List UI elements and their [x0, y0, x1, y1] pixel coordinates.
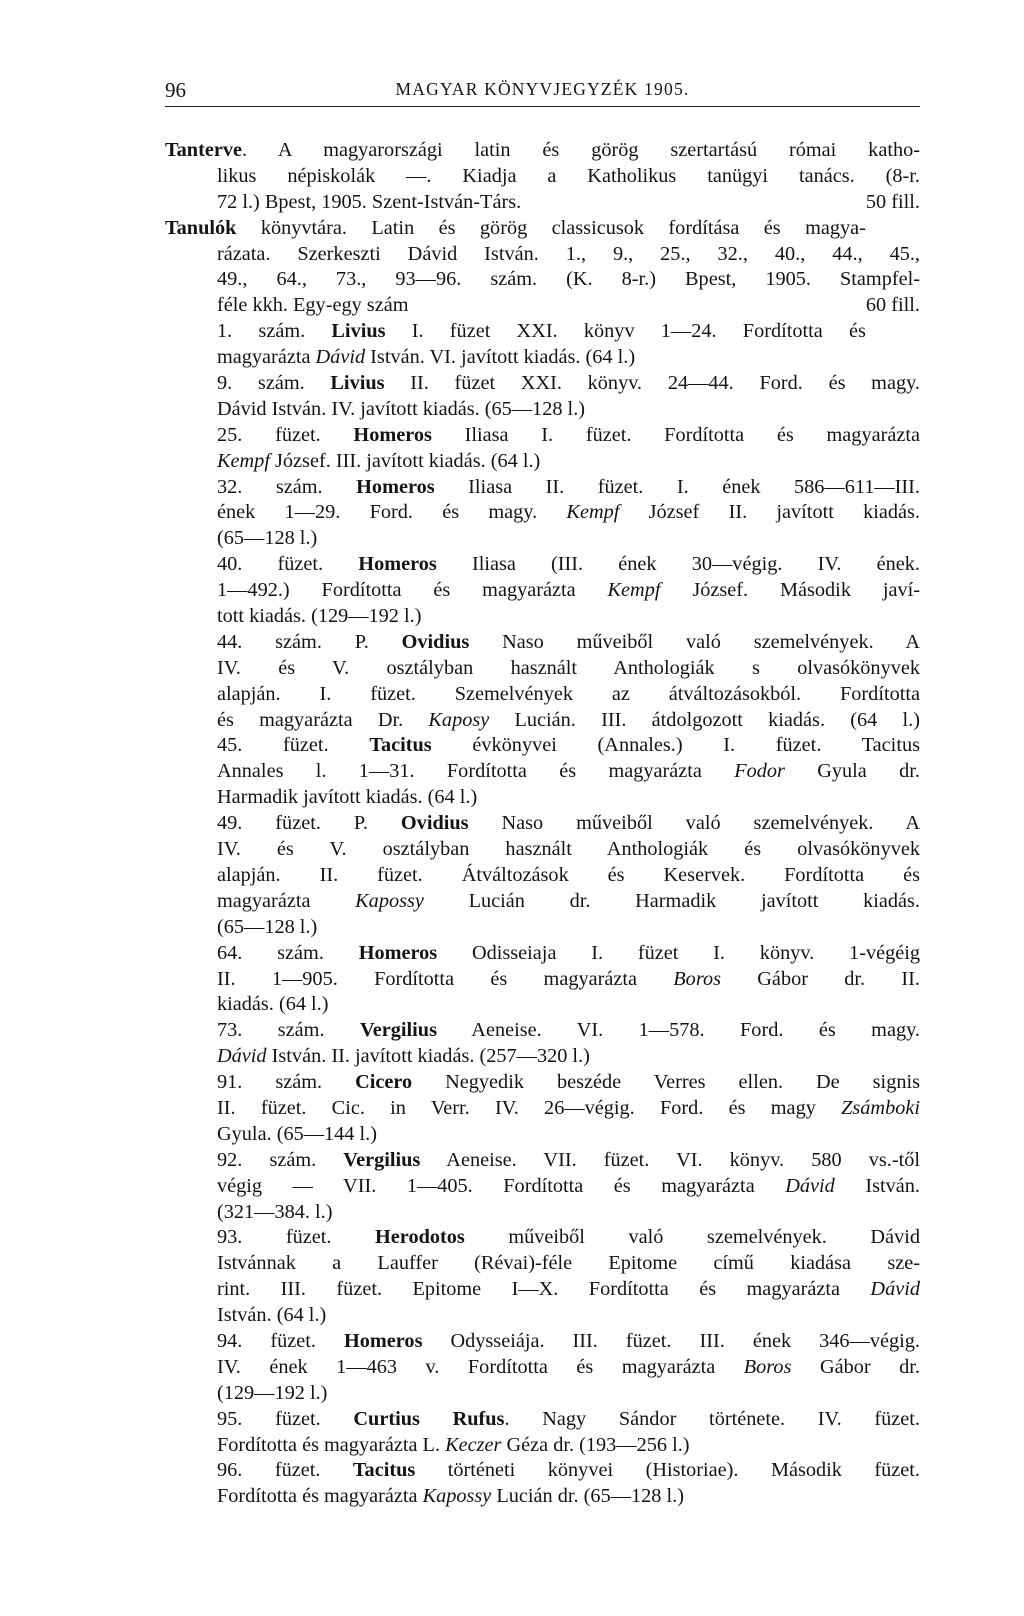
- author-name: Homeros: [343, 1329, 423, 1352]
- line-text: 40. füzet.: [217, 553, 359, 576]
- line-text: Odysseiája. III. füzet. III. ének 346—végig.: [422, 1329, 920, 1352]
- catalog-line: [165, 1018, 920, 1044]
- line-text: (65—128 l.): [217, 527, 318, 550]
- catalog-line: [165, 1381, 920, 1407]
- line-text: Odisseiaja I. füzet I. könyv. 1-végéig: [437, 941, 921, 964]
- line-text: Gyula. (65—144 l.): [217, 1122, 377, 1145]
- line-text: Lucián. III. átdolgozott kiadás. (64 l.): [489, 708, 920, 731]
- editor-name: Kapossy: [422, 1485, 492, 1508]
- catalog-line: [165, 190, 920, 216]
- line-text: Lucián dr. Harmadik javított kiadás.: [423, 889, 920, 912]
- catalog-line: [165, 578, 920, 604]
- editor-name: Dávid: [217, 1045, 267, 1068]
- line-text: 45. füzet.: [217, 734, 370, 757]
- line-text: alapján. II. füzet. Átváltozások és Keservek. Fordította és: [217, 863, 920, 886]
- editor-name: Kempf: [607, 579, 661, 602]
- line-text: 72 l.) Bpest, 1905. Szent-István-Társ.: [217, 190, 522, 213]
- catalog-line: [165, 863, 920, 889]
- line-text: 1—492.) Fordította és magyarázta: [217, 579, 608, 602]
- line-text: József II. javított kiadás.: [619, 501, 920, 524]
- price: 50 fill.: [865, 190, 920, 213]
- line-text: Fordította és magyarázta: [217, 1485, 423, 1508]
- line-text: II. 1—905. Fordította és magyarázta: [217, 967, 674, 990]
- line-text: 44. szám. P.: [217, 630, 402, 653]
- author-name: Tanterve: [165, 139, 242, 161]
- line-text: (129—192 l.): [217, 1381, 328, 1404]
- line-text: végig — VII. 1—405. Fordította és magyarázta: [217, 1174, 786, 1197]
- catalog-line: [165, 1251, 920, 1277]
- line-text: István. II. javított kiadás. (257—320 l.): [266, 1045, 590, 1068]
- catalog-line: [165, 397, 920, 423]
- line-text: 92. szám.: [217, 1148, 344, 1171]
- catalog-line: [165, 267, 920, 293]
- catalog-line: [165, 941, 920, 967]
- line-text: II. füzet XXI. könyv. 24—44. Ford. és magy.: [384, 372, 920, 395]
- line-text: alapján. I. füzet. Szemelvények az átváltozásokból. Fordította: [217, 682, 920, 705]
- catalog-line: [165, 552, 920, 578]
- line-text: József. III. javított kiadás. (64 l.): [269, 449, 541, 472]
- line-text: 94. füzet.: [217, 1329, 344, 1352]
- price: 60 fill.: [865, 294, 920, 317]
- line-text: 49., 64., 73., 93—96. szám. (K. 8-r.) Bpest, 1905. Stampfel-: [217, 268, 920, 291]
- header-rule: [165, 106, 920, 107]
- line-text: Naso műveiből való szemelvények. A: [469, 630, 920, 653]
- catalog-line: [165, 682, 920, 708]
- catalog-line: [165, 475, 920, 501]
- line-text: Negyedik beszéde Verres ellen. De signis: [412, 1071, 921, 1094]
- line-text: Naso műveiből való szemelvények. A: [468, 812, 920, 835]
- editor-name: Boros: [743, 1355, 792, 1378]
- line-text: magyarázta: [217, 346, 316, 369]
- catalog-line: [165, 449, 920, 475]
- line-text: IV. és V. osztályban használt Anthologiák és olvasókönyvek: [217, 838, 920, 861]
- catalog-line: [165, 1122, 920, 1148]
- catalog-line: [165, 604, 920, 630]
- line-text: 93. füzet.: [217, 1226, 376, 1249]
- line-text: 1. szám.: [217, 320, 332, 343]
- line-text: Aeneise. VII. füzet. VI. könyv. 580 vs.-től: [420, 1148, 920, 1171]
- author-name: Livius: [330, 372, 385, 395]
- catalog-line: [165, 526, 920, 552]
- catalog-line: [165, 992, 920, 1018]
- line-text: 25. füzet.: [217, 423, 354, 446]
- line-text: Iliasa I. füzet. Fordította és magyarázta: [431, 423, 920, 446]
- line-text: József. Második javí-: [660, 579, 920, 602]
- author-name: Vergilius: [343, 1148, 421, 1171]
- author-name: Vergilius: [359, 1019, 437, 1042]
- line-text: 73. szám.: [217, 1019, 360, 1042]
- line-text: . Nagy Sándor története. IV. füzet.: [504, 1407, 920, 1430]
- line-text: I. füzet XXI. könyv 1—24. Fordította és: [385, 320, 866, 343]
- line-text: 95. füzet.: [217, 1407, 354, 1430]
- line-text: IV. és V. osztályban használt Anthologiák s olvasókönyvek: [217, 656, 920, 679]
- author-name: Tanulók: [165, 216, 237, 239]
- author-name: Homeros: [356, 475, 435, 498]
- catalog-line: [165, 759, 920, 785]
- line-text: Istvánnak a Lauffer (Révai)-féle Epitome című kiadása sze-: [217, 1252, 920, 1275]
- page-header: [165, 72, 920, 106]
- line-text: 64. szám.: [217, 941, 359, 964]
- line-text: 9. szám.: [217, 372, 331, 395]
- line-text: ének 1—29. Ford. és magy.: [217, 501, 567, 524]
- editor-name: Kaposy: [428, 708, 490, 731]
- author-name: Tacitus: [369, 734, 432, 757]
- line-text: történeti könyvei (Historiae). Második füzet.: [415, 1459, 920, 1482]
- line-text: Harmadik javított kiadás. (64 l.): [217, 786, 478, 809]
- catalog-line: [165, 1484, 920, 1510]
- line-text: 32. szám.: [217, 475, 357, 498]
- line-text: Gábor dr.: [791, 1355, 921, 1378]
- line-text: és magyarázta Dr.: [217, 708, 429, 731]
- catalog-line: [165, 708, 920, 734]
- line-text: tott kiadás. (129—192 l.): [217, 605, 422, 628]
- line-text: IV. ének 1—463 v. Fordította és magyarázta: [217, 1355, 744, 1378]
- line-text: likus népiskolák —. Kiadja a Katholikus tanügyi tanács. (8-r.: [217, 164, 920, 187]
- catalog-line: [165, 1225, 920, 1251]
- line-text: könyvtára. Latin és görög classicusok fordítása és magya-: [236, 216, 866, 239]
- catalog-line: [165, 889, 920, 915]
- line-text: kiadás. (64 l.): [217, 993, 329, 1016]
- line-text: 49. füzet. P.: [217, 812, 401, 835]
- line-text: István. VI. javított kiadás. (64 l.): [365, 346, 636, 369]
- running-title: MAGYAR KÖNYVJEGYZÉK 1905.: [395, 79, 690, 99]
- line-text: Gábor dr. II.: [721, 967, 920, 990]
- catalog-body: [165, 138, 920, 1510]
- author-name: Ovidius: [400, 812, 469, 835]
- line-text: . A magyarországi latin és görög szertartású római katho-: [242, 139, 920, 161]
- line-text: Iliasa II. füzet. I. ének 586—611—III.: [434, 475, 920, 498]
- catalog-line: [165, 138, 920, 164]
- catalog-line: [165, 1044, 920, 1070]
- catalog-line: [165, 733, 920, 759]
- editor-name: Boros: [673, 967, 721, 990]
- line-text: 91. szám.: [217, 1071, 356, 1094]
- editor-name: Keczer: [445, 1433, 502, 1456]
- catalog-line: [165, 216, 920, 242]
- catalog-line: [165, 1355, 920, 1381]
- line-text: Fordította és magyarázta L.: [217, 1433, 446, 1456]
- author-name: Homeros: [358, 941, 438, 964]
- catalog-line: [165, 1458, 920, 1484]
- catalog-line: [165, 1303, 920, 1329]
- catalog-line: [165, 1200, 920, 1226]
- editor-name: Dávid: [315, 346, 366, 369]
- author-name: Cicero: [355, 1071, 413, 1094]
- line-text: István. (64 l.): [217, 1304, 327, 1327]
- catalog-line: [165, 500, 920, 526]
- catalog-line: [165, 1148, 920, 1174]
- line-text: Aeneise. VI. 1—578. Ford. és magy.: [436, 1019, 920, 1042]
- line-text: magyarázta: [217, 889, 356, 912]
- line-text: Iliasa (III. ének 30—végig. IV. ének.: [436, 553, 920, 576]
- catalog-line: [165, 293, 920, 319]
- catalog-line: [165, 371, 920, 397]
- editor-name: Kempf: [566, 501, 620, 524]
- catalog-line: [165, 1329, 920, 1355]
- catalog-line: [165, 785, 920, 811]
- catalog-line: [165, 656, 920, 682]
- catalog-line: [165, 242, 920, 268]
- line-text: II. füzet. Cic. in Verr. IV. 26—végig. Ford. és magy: [217, 1096, 842, 1119]
- catalog-line: [165, 1070, 920, 1096]
- line-text: féle kkh. Egy-egy szám: [217, 294, 409, 317]
- author-name: Livius: [331, 320, 386, 343]
- catalog-line: [165, 1277, 920, 1303]
- line-text: Gyula dr.: [784, 760, 920, 783]
- line-text: 96. füzet.: [217, 1459, 353, 1482]
- catalog-line: [165, 345, 920, 371]
- line-text: Géza dr. (193—256 l.): [501, 1433, 690, 1456]
- line-text: műveiből való szemelvények. Dávid: [464, 1226, 920, 1249]
- editor-name: Zsámboki: [841, 1096, 920, 1119]
- catalog-line: [165, 811, 920, 837]
- line-text: Annales l. 1—31. Fordította és magyarázta: [217, 760, 735, 783]
- catalog-line: [165, 630, 920, 656]
- author-name: Curtius Rufus: [353, 1407, 505, 1430]
- catalog-line: [165, 1407, 920, 1433]
- line-text: (321—384. l.): [217, 1200, 333, 1223]
- catalog-line: [165, 164, 920, 190]
- page-number: 96: [165, 78, 186, 102]
- line-text: rint. III. füzet. Epitome I—X. Fordította és magyarázta: [217, 1278, 871, 1301]
- catalog-line: [165, 423, 920, 449]
- author-name: Herodotos: [375, 1226, 465, 1249]
- editor-name: Kapossy: [355, 889, 424, 912]
- author-name: Homeros: [353, 423, 432, 446]
- editor-name: Kempf: [217, 449, 270, 472]
- catalog-line: [165, 319, 920, 345]
- author-name: Tacitus: [352, 1459, 416, 1482]
- author-name: Ovidius: [401, 630, 470, 653]
- catalog-line: [165, 1433, 920, 1459]
- editor-name: Dávid: [870, 1278, 920, 1301]
- line-text: István.: [834, 1174, 920, 1197]
- catalog-line: [165, 1174, 920, 1200]
- editor-name: Dávid: [785, 1174, 835, 1197]
- author-name: Homeros: [358, 553, 437, 576]
- catalog-line: [165, 967, 920, 993]
- catalog-line: [165, 915, 920, 941]
- line-text: Lucián dr. (65—128 l.): [491, 1485, 684, 1508]
- catalog-line: [165, 837, 920, 863]
- line-text: rázata. Szerkeszti Dávid István. 1., 9., 25., 32., 40., 44., 45.,: [217, 242, 920, 265]
- catalog-line: [165, 1096, 920, 1122]
- line-text: évkönyvei (Annales.) I. füzet. Tacitus: [431, 734, 920, 757]
- line-text: (65—128 l.): [217, 915, 318, 938]
- line-text: Dávid István. IV. javított kiadás. (65—128 l.): [217, 397, 586, 420]
- editor-name: Fodor: [734, 760, 785, 783]
